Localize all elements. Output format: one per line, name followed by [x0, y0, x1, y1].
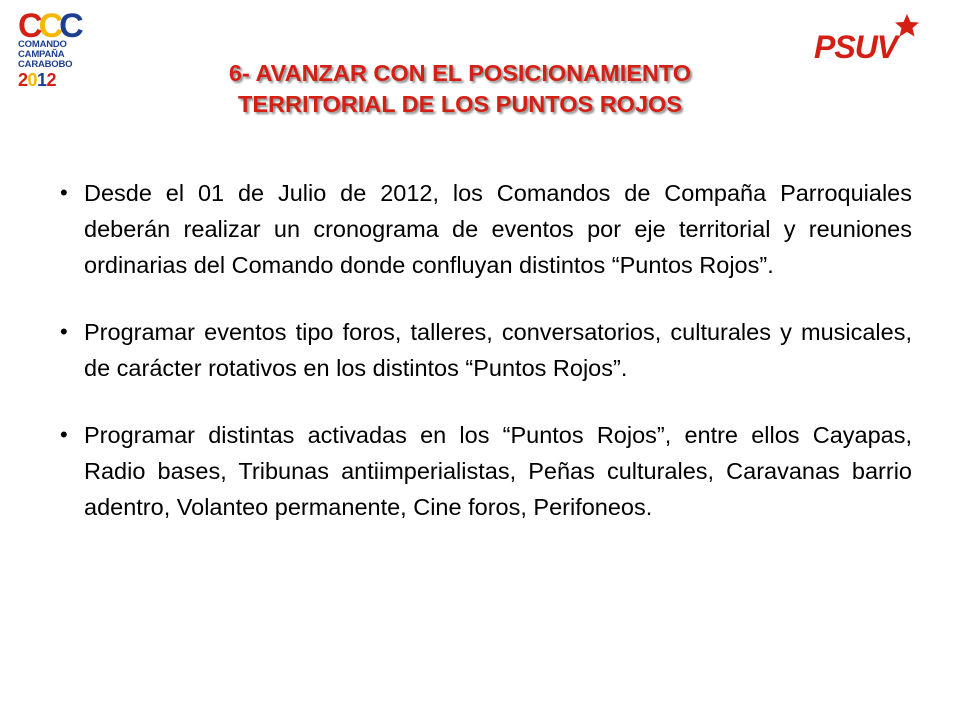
logo-letter-c-red: C	[18, 7, 39, 45]
bullet-item	[60, 417, 912, 525]
red-star-icon	[895, 14, 919, 37]
ccc-campaign-logo	[18, 7, 118, 100]
logo-year: 2012	[18, 70, 57, 90]
bullet-dot: •	[60, 319, 68, 344]
bullet-text: Programar eventos tipo foros, talleres, conversatorios, culturales y musicales, de carácter rotativos en los distintos “Puntos Rojos”.	[84, 319, 912, 381]
bullet-text: Desde el 01 de Julio de 2012, los Comandos de Compaña Parroquiales deberán realizar un cronograma de eventos por eje territorial y reuniones ordinarias del Comando donde confluyan distintos “Puntos Rojos”.	[84, 180, 912, 278]
psuv-logo	[812, 8, 932, 68]
bullet-list	[60, 175, 912, 556]
logo-letter-c-blue: C	[59, 7, 80, 45]
psuv-logo-graphic	[812, 8, 932, 68]
slide-title	[120, 58, 800, 120]
logo-letter-c-yellow: C	[38, 7, 60, 45]
title-line-2: TERRITORIAL DE LOS PUNTOS ROJOS	[238, 91, 682, 117]
psuv-wordmark: PSUV	[814, 29, 898, 65]
logo-line-campana: CAMPAÑA	[18, 49, 65, 60]
bullet-dot: •	[60, 180, 68, 205]
bullet-item	[60, 175, 912, 283]
bullet-item	[60, 314, 912, 386]
logo-line-carabobo: CARABOBO	[18, 59, 73, 70]
bullet-dot: •	[60, 422, 68, 447]
bullet-text: Programar distintas activadas en los “Puntos Rojos”, entre ellos Cayapas, Radio bases, Tribunas antiimperialistas, Peñas culturales, Caravanas barrio adentro, Volanteo permanente, Cine foros, Perifoneos.	[84, 422, 912, 520]
logo-line-comando: COMANDO	[18, 39, 67, 50]
title-line-1: 6- AVANZAR CON EL POSICIONAMIENTO	[228, 60, 692, 86]
